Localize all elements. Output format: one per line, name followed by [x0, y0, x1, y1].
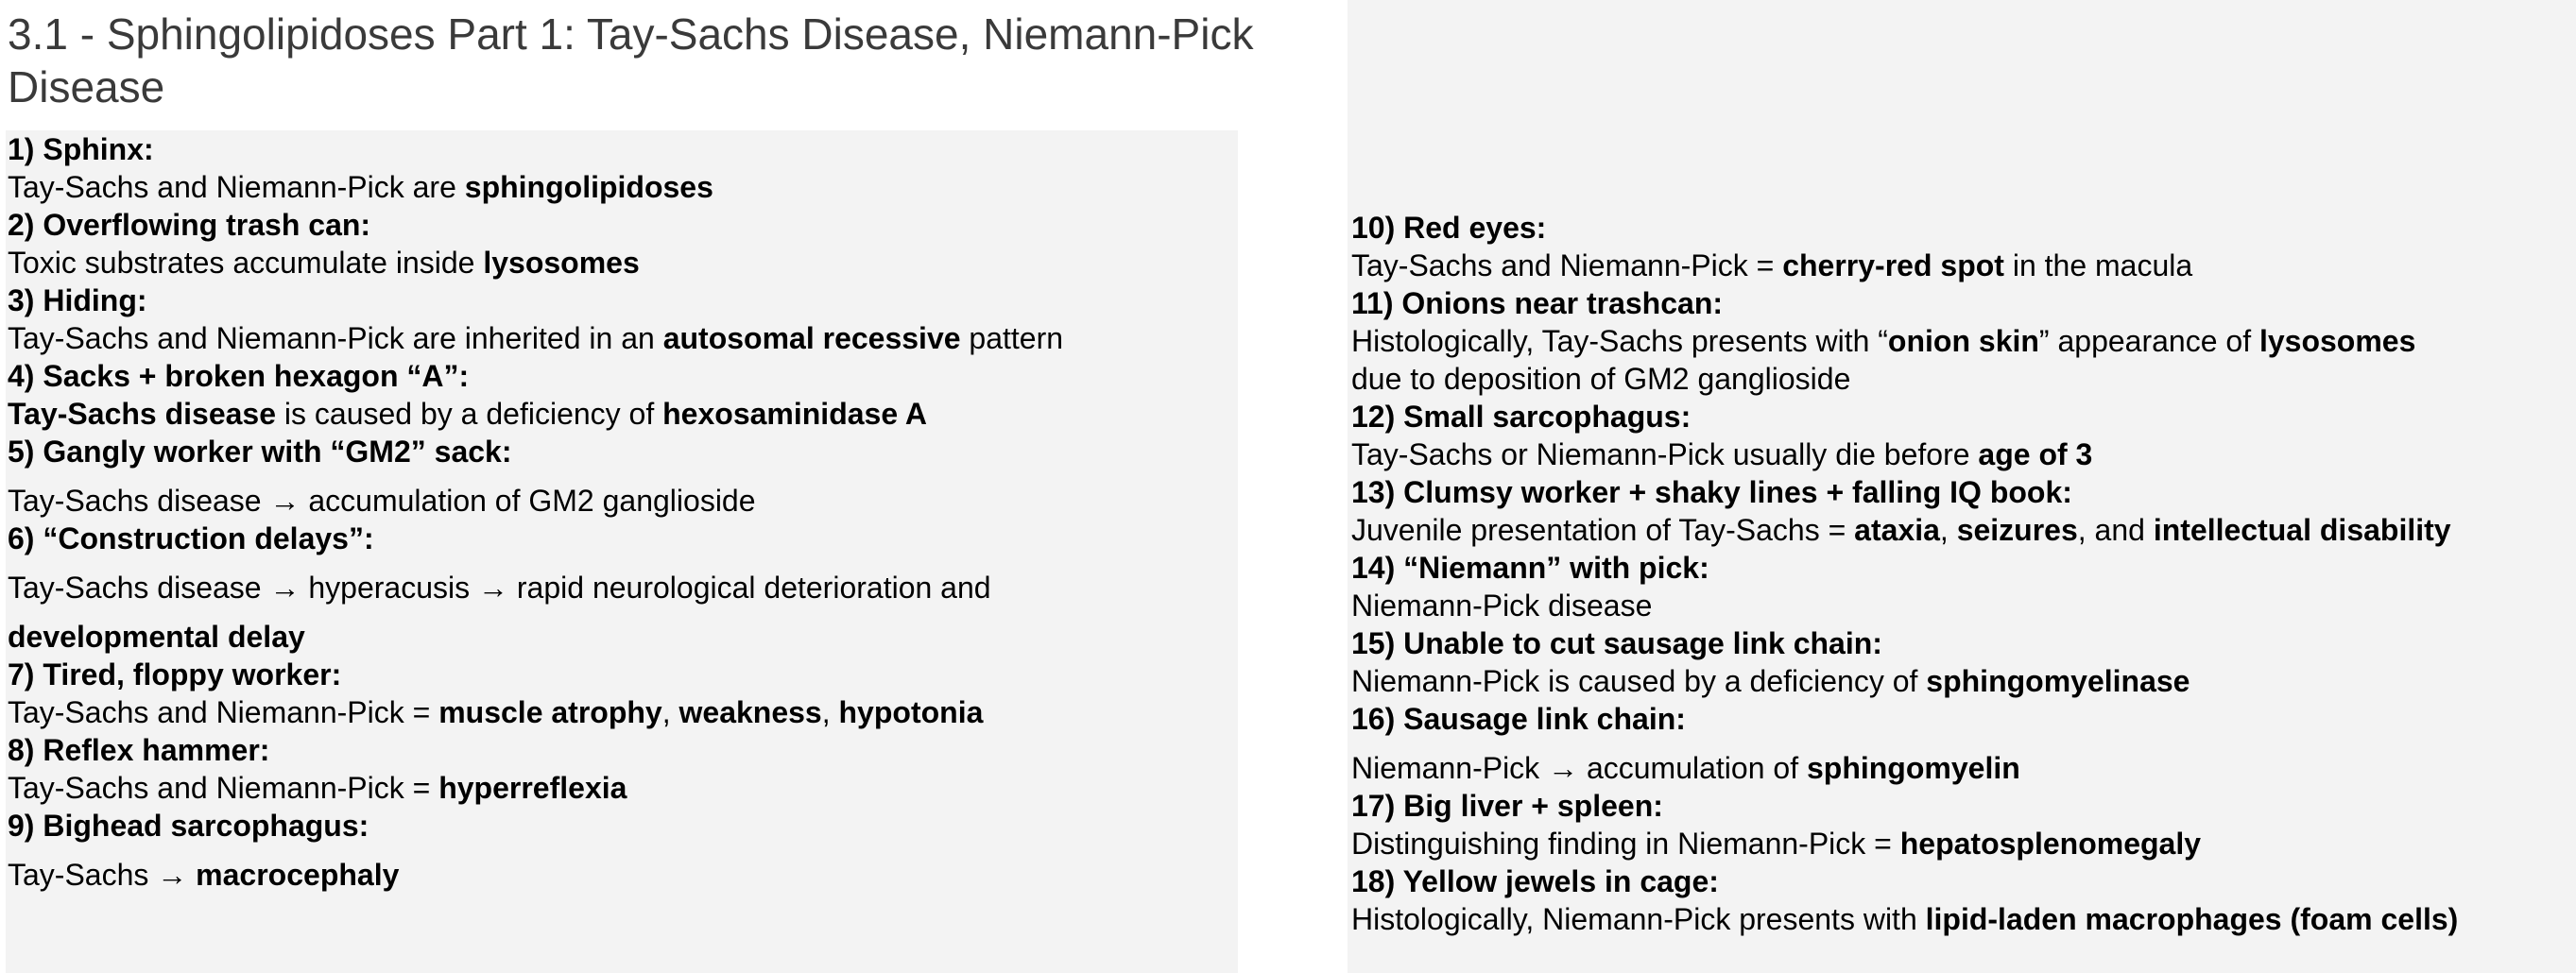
- item-body: [8, 244, 1236, 282]
- text-segment: in the macula: [2003, 248, 2193, 282]
- right-column: [1351, 209, 2574, 938]
- bold-term: muscle atrophy: [438, 695, 662, 729]
- item-body: [1351, 662, 2574, 700]
- bold-term: autosomal recessive: [662, 321, 961, 355]
- note-item: [8, 357, 1236, 433]
- text-segment: Tay-Sachs and Niemann-Pick are: [8, 170, 465, 204]
- page-title: 3.1 - Sphingolipidoses Part 1: Tay-Sachs Disease, Niemann-Pick Disease: [8, 9, 1254, 111]
- note-item: [8, 433, 1236, 520]
- bold-term: cherry-red spot: [1782, 248, 2004, 282]
- text-segment: Niemann-Pick is caused by a deficiency of: [1351, 664, 1927, 698]
- item-heading: 12) Small sarcophagus:: [1351, 400, 1692, 434]
- bold-term: hepatosplenomegaly: [1899, 827, 2202, 861]
- text-segment: Distinguishing finding in Niemann-Pick =: [1351, 827, 1900, 861]
- bold-term: lysosomes: [2258, 324, 2416, 358]
- bold-term: macrocephaly: [196, 858, 400, 892]
- item-heading: 13) Clumsy worker + shaky lines + falling IQ book:: [1351, 475, 2072, 509]
- text-segment: is caused by a deficiency of: [276, 397, 663, 431]
- text-segment: Tay-Sachs and Niemann-Pick =: [8, 695, 439, 729]
- bold-term: lysosomes: [483, 246, 640, 280]
- note-item: [8, 656, 1236, 731]
- text-segment: Niemann-Pick disease: [1351, 589, 1653, 623]
- item-body: [1351, 511, 2574, 549]
- item-heading: 11) Onions near trashcan:: [1351, 286, 1724, 320]
- text-segment: Tay-Sachs or Niemann-Pick usually die before: [1351, 437, 1979, 471]
- note-item: [1351, 862, 2574, 938]
- bold-term: sphingomyelinase: [1926, 664, 2190, 698]
- item-body: [1351, 900, 2574, 938]
- text-segment: ,: [661, 695, 679, 729]
- note-item: [8, 731, 1236, 807]
- text-segment: ,: [1939, 513, 1957, 547]
- text-segment: Juvenile presentation of Tay-Sachs =: [1351, 513, 1855, 547]
- note-item: [1351, 700, 2574, 787]
- bold-term: hyperreflexia: [438, 771, 627, 805]
- item-body: [8, 395, 1236, 433]
- item-heading: 3) Hiding:: [8, 283, 147, 317]
- text-segment: Tay-Sachs disease → hyperacusis → rapid neurological deterioration and: [8, 571, 991, 605]
- text-segment: due to deposition of GM2 ganglioside: [1351, 362, 1851, 396]
- left-column: [8, 130, 1236, 894]
- item-body: [8, 769, 1236, 807]
- text-segment: Tay-Sachs and Niemann-Pick are inherited in an: [8, 321, 663, 355]
- item-body: [8, 319, 1236, 357]
- text-segment: ,: [821, 695, 839, 729]
- text-segment: Tay-Sachs and Niemann-Pick =: [8, 771, 439, 805]
- item-body: [8, 693, 1236, 731]
- bold-term: intellectual disability: [2153, 513, 2451, 547]
- bold-term: ataxia: [1854, 513, 1940, 547]
- bold-term: Tay-Sachs disease: [8, 397, 277, 431]
- item-heading: 9) Bighead sarcophagus:: [8, 809, 369, 843]
- item-heading: 17) Big liver + spleen:: [1351, 789, 1663, 823]
- item-heading: 14) “Niemann” with pick:: [1351, 551, 1709, 585]
- text-segment: pattern: [960, 321, 1064, 355]
- bold-term: sphingomyelin: [1806, 751, 2020, 785]
- note-item: [8, 206, 1236, 282]
- bold-term: sphingolipidoses: [464, 170, 713, 204]
- text-segment: Histologically, Tay-Sachs presents with “: [1351, 324, 1888, 358]
- note-item: [1351, 549, 2574, 624]
- item-heading: 4) Sacks + broken hexagon “A”:: [8, 359, 470, 393]
- bold-term: lipid-laden macrophages (foam cells): [1925, 902, 2459, 936]
- item-heading: 18) Yellow jewels in cage:: [1351, 864, 1719, 898]
- bold-term: developmental delay: [8, 620, 305, 654]
- item-heading: 2) Overflowing trash can:: [8, 208, 371, 242]
- note-item: [1351, 473, 2574, 549]
- bold-term: hexosaminidase A: [662, 397, 927, 431]
- bold-term: weakness: [678, 695, 822, 729]
- text-segment: Histologically, Niemann-Pick presents with: [1351, 902, 1926, 936]
- item-body: [8, 168, 1236, 206]
- text-segment: ” appearance of: [2038, 324, 2259, 358]
- note-item: [8, 807, 1236, 894]
- note-item: [8, 130, 1236, 206]
- item-heading: 5) Gangly worker with “GM2” sack:: [8, 435, 512, 469]
- text-segment: Tay-Sachs and Niemann-Pick =: [1351, 248, 1783, 282]
- text-segment: , and: [2077, 513, 2154, 547]
- item-body: [8, 482, 1236, 520]
- text-segment: Tay-Sachs disease → accumulation of GM2 ganglioside: [8, 484, 756, 518]
- item-heading: 6) “Construction delays”:: [8, 521, 374, 555]
- bold-term: hypotonia: [838, 695, 984, 729]
- bold-term: age of 3: [1978, 437, 2093, 471]
- item-heading: 10) Red eyes:: [1351, 211, 1547, 245]
- item-body: [1351, 749, 2574, 787]
- bold-term: onion skin: [1887, 324, 2039, 358]
- item-body: [1351, 825, 2574, 862]
- item-heading: 8) Reflex hammer:: [8, 733, 270, 767]
- text-segment: Toxic substrates accumulate inside: [8, 246, 484, 280]
- item-body: [8, 569, 1236, 606]
- item-body-continued: [1351, 360, 2574, 398]
- note-item: [1351, 209, 2574, 284]
- item-body: [1351, 247, 2574, 284]
- item-heading: 7) Tired, floppy worker:: [8, 657, 342, 691]
- item-heading: 15) Unable to cut sausage link chain:: [1351, 626, 1882, 660]
- note-item: [8, 520, 1236, 656]
- note-item: [1351, 284, 2574, 398]
- item-body: [1351, 435, 2574, 473]
- item-heading: 16) Sausage link chain:: [1351, 702, 1686, 736]
- text-segment: Niemann-Pick → accumulation of: [1351, 751, 1807, 785]
- bold-term: seizures: [1956, 513, 2078, 547]
- note-item: [1351, 624, 2574, 700]
- text-segment: Tay-Sachs →: [8, 858, 197, 892]
- note-item: [1351, 787, 2574, 862]
- note-item: [1351, 398, 2574, 473]
- item-body: [8, 856, 1236, 894]
- item-body-continued: [8, 618, 1236, 656]
- item-heading: 1) Sphinx:: [8, 132, 154, 166]
- item-body: [1351, 587, 2574, 624]
- item-body: [1351, 322, 2574, 360]
- note-item: [8, 282, 1236, 357]
